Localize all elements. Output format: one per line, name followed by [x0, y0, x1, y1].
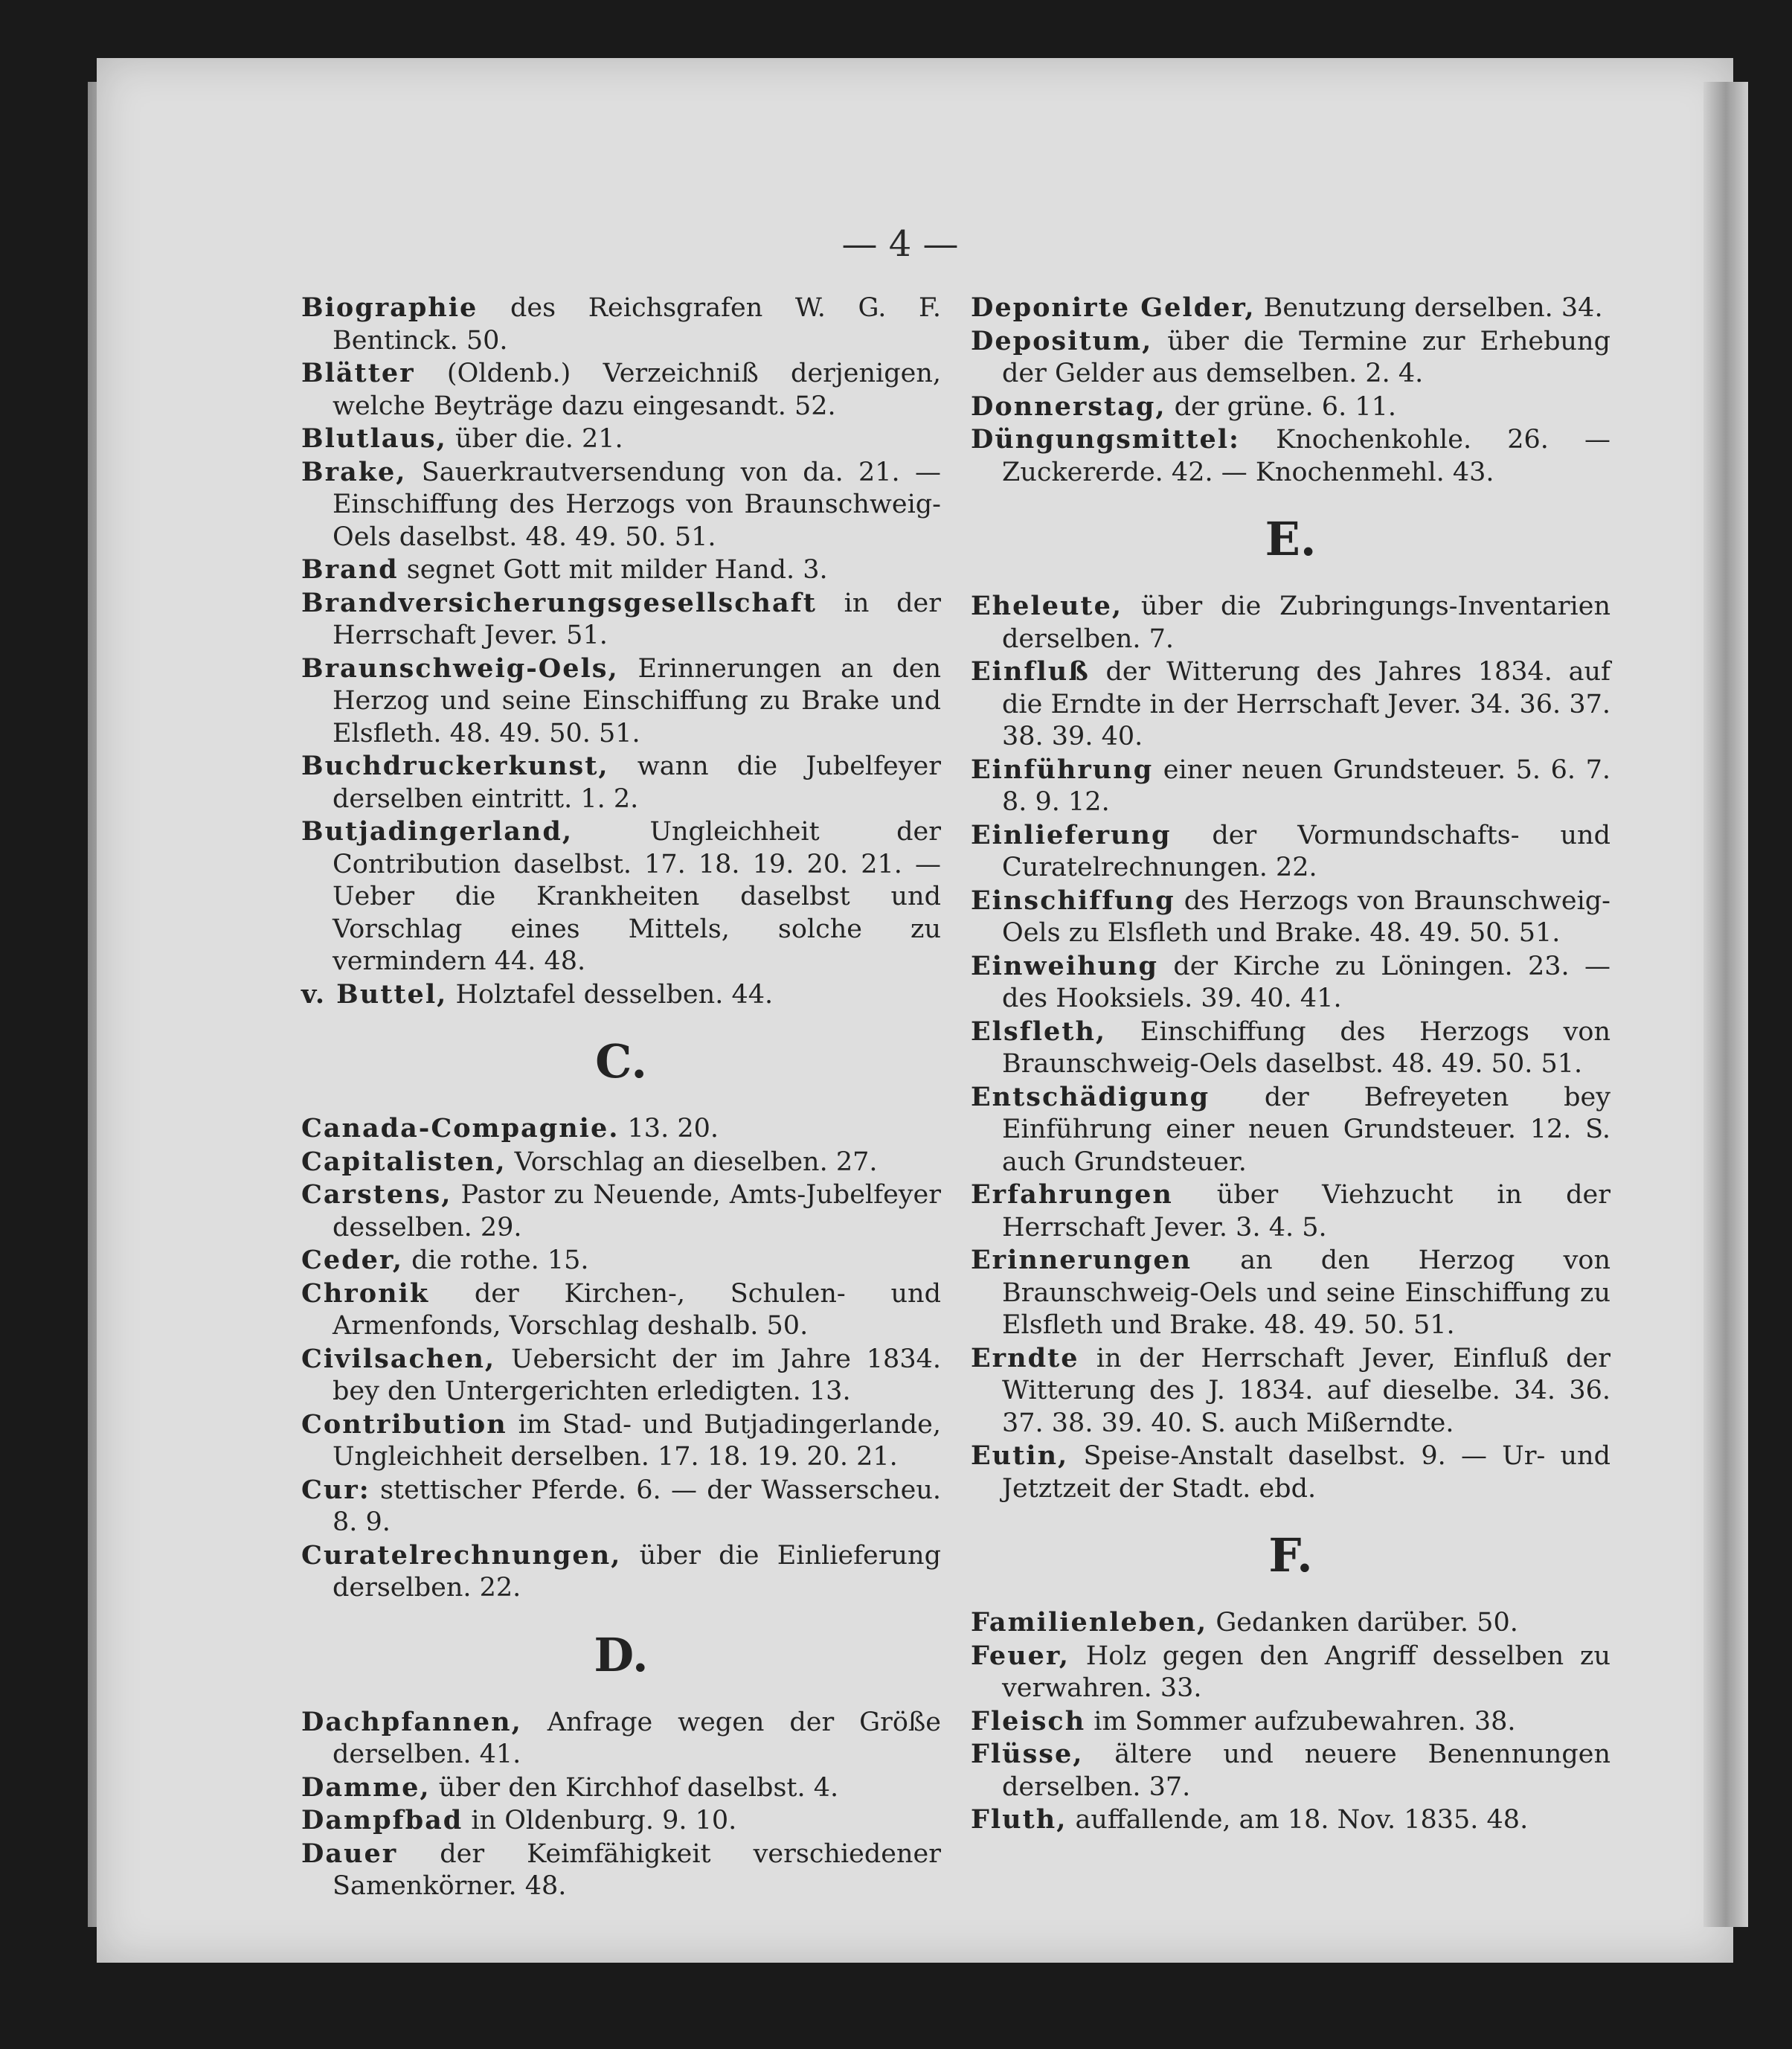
- entry-text: der Befreyeten bey Einführung einer neuen Grundsteuer. 12. S. auch Grundsteuer.: [1002, 1082, 1610, 1177]
- index-entry: [301, 750, 941, 815]
- index-entry: [971, 292, 1610, 325]
- entry-text: Gedanken darüber. 50.: [1207, 1608, 1518, 1638]
- entry-text: Ungleichheit der Contribution daselbst. 17. 18. 19. 20. 21. — Ueber die Krankheiten daselbst und Vorschlag eines Mittels, solche zu vermindern 44. 48.: [333, 817, 941, 976]
- entry-keyword: Einweihung: [971, 950, 1158, 981]
- entry-keyword: Eutin,: [971, 1440, 1069, 1471]
- entry-keyword: Braunschweig-Oels,: [301, 652, 619, 684]
- entry-text: stettischer Pferde. 6. — der Wasserscheu. 8. 9.: [333, 1475, 941, 1537]
- index-entry: [301, 1179, 941, 1244]
- entry-keyword: Contribution: [301, 1408, 507, 1440]
- entry-keyword: Erinnerungen: [971, 1245, 1192, 1275]
- entry-text: ältere und neuere Benennungen derselben. 37.: [1002, 1739, 1610, 1802]
- index-entry: [971, 1803, 1610, 1837]
- entry-text: der grüne. 6. 11.: [1166, 391, 1396, 422]
- entry-text: 13. 20.: [619, 1114, 719, 1144]
- entry-keyword: Dampfbad: [301, 1805, 463, 1835]
- index-entry: [301, 815, 941, 978]
- entry-text: einer neuen Grundsteuer. 5. 6. 7. 8. 9. 12.: [1002, 754, 1610, 817]
- book-binding-right: [1703, 82, 1748, 1927]
- index-entry: [301, 1244, 941, 1277]
- entry-text: der Keimfähigkeit verschiedener Samenkörner. 48.: [333, 1838, 941, 1901]
- entry-text: in der Herrschaft Jever. 51.: [333, 588, 941, 650]
- entry-keyword: Dauer: [301, 1838, 398, 1869]
- section-letter: C.: [595, 1034, 647, 1088]
- index-entry: [971, 590, 1610, 655]
- section-letter: F.: [1268, 1528, 1313, 1583]
- index-column-left: [301, 292, 941, 1903]
- entry-keyword: Einfluß: [971, 656, 1090, 687]
- index-entry: [971, 1640, 1610, 1705]
- index-entry: [301, 1408, 941, 1474]
- entry-text: über den Kirchhof daselbst. 4.: [430, 1772, 839, 1803]
- index-entry: [301, 1539, 941, 1605]
- index-entry: [301, 587, 941, 652]
- index-column-right: [971, 292, 1610, 1837]
- entry-text: über die. 21.: [446, 424, 623, 454]
- entry-keyword: Einführung: [971, 754, 1154, 785]
- entry-keyword: Buchdruckerkunst,: [301, 751, 609, 781]
- index-entry: [971, 1738, 1610, 1803]
- entry-keyword: Eheleute,: [971, 591, 1123, 621]
- entry-keyword: Feuer,: [971, 1640, 1070, 1671]
- index-entry: [301, 1474, 941, 1539]
- index-entry: [971, 391, 1610, 424]
- index-entry: [971, 655, 1610, 754]
- index-entry: [301, 652, 941, 751]
- index-entry: [301, 456, 941, 554]
- index-entry: [971, 1016, 1610, 1081]
- entry-text: die rothe. 15.: [402, 1245, 589, 1275]
- entry-text: der Kirchen-, Schulen- und Armenfonds, Vorschlag deshalb. 50.: [333, 1278, 941, 1341]
- index-entry: [971, 1179, 1610, 1244]
- index-entry: [971, 1081, 1610, 1179]
- section-letter: E.: [1265, 512, 1317, 566]
- entry-text: Knochenkohle. 26. — Zuckererde. 42. — Knochenmehl. 43.: [1002, 425, 1610, 487]
- entry-text: im Stad- und Butjadingerlande, Ungleichheit derselben. 17. 18. 19. 20. 21.: [333, 1409, 941, 1472]
- entry-text: über die Termine zur Erhebung der Gelder aus demselben. 2. 4.: [1002, 326, 1610, 388]
- entry-keyword: Fleisch: [971, 1705, 1086, 1737]
- index-entry: [971, 819, 1610, 885]
- entry-keyword: Cur:: [301, 1474, 370, 1505]
- index-entry: [301, 1838, 941, 1903]
- index-entry: [301, 1343, 941, 1408]
- entry-keyword: Civilsachen,: [301, 1343, 496, 1374]
- entry-keyword: Blutlaus,: [301, 423, 447, 454]
- index-entry: [971, 1705, 1610, 1739]
- entry-text: in Oldenburg. 9. 10.: [463, 1806, 737, 1835]
- entry-keyword: Biographie: [301, 292, 478, 323]
- entry-keyword: Einlieferung: [971, 819, 1172, 850]
- entry-text: der Kirche zu Löningen. 23. — des Hooksiels. 39. 40. 41.: [1002, 951, 1610, 1013]
- entry-keyword: Deponirte Gelder,: [971, 292, 1256, 323]
- index-entry: [971, 1440, 1610, 1505]
- entry-text: wann die Jubelfeyer derselben eintritt. 1. 2.: [333, 751, 941, 814]
- entry-text: Vorschlag an dieselben. 27.: [506, 1147, 878, 1177]
- entry-text: des Herzogs von Braunschweig-Oels zu Elsfleth und Brake. 48. 49. 50. 51.: [1002, 885, 1610, 948]
- index-entry: [301, 1706, 941, 1771]
- entry-keyword: Erfahrungen: [971, 1179, 1173, 1210]
- entry-keyword: Flüsse,: [971, 1739, 1084, 1769]
- entry-text: Erinnerungen an den Herzog und seine Einschiffung zu Brake und Elsfleth. 48. 49. 50. 51.: [333, 653, 941, 748]
- entry-text: Anfrage wegen der Größe derselben. 41.: [333, 1707, 941, 1769]
- entry-keyword: Carstens,: [301, 1179, 452, 1210]
- index-entry: [971, 885, 1610, 950]
- index-entry: [971, 1244, 1610, 1342]
- index-entry: [301, 1277, 941, 1343]
- entry-text: (Oldenb.) Verzeichniß derjenigen, welche Beyträge dazu eingesandt. 52.: [333, 359, 941, 421]
- entry-keyword: Blätter: [301, 358, 415, 388]
- entry-keyword: Fluth,: [971, 1804, 1067, 1835]
- entry-text: Uebersicht der im Jahre 1834. bey den Untergerichten erledigten. 13.: [333, 1344, 941, 1406]
- entry-keyword: Ceder,: [301, 1245, 403, 1275]
- entry-keyword: Erndte: [971, 1342, 1079, 1373]
- index-entry: [301, 292, 941, 357]
- entry-keyword: Brand: [301, 554, 399, 585]
- entry-keyword: v. Buttel,: [301, 978, 448, 1010]
- entry-text: im Sommer aufzubewahren. 38.: [1085, 1706, 1516, 1737]
- index-entry: [301, 1146, 941, 1179]
- entry-text: der Vormundschafts- und Curatelrechnungen. 22.: [1002, 820, 1610, 882]
- index-entry: [971, 1606, 1610, 1640]
- index-entry: [301, 1771, 941, 1805]
- index-entry: [971, 325, 1610, 391]
- index-entry: [971, 1342, 1610, 1440]
- entry-keyword: Düngungsmittel:: [971, 424, 1240, 455]
- entry-keyword: Capitalisten,: [301, 1146, 507, 1177]
- entry-keyword: Brandversicherungsgesellschaft: [301, 587, 817, 618]
- entry-text: der Witterung des Jahres 1834. auf die Erndte in der Herrschaft Jever. 34. 36. 37. 38. 39. 40.: [1002, 657, 1610, 751]
- entry-text: Holz gegen den Angriff desselben zu verwahren. 33.: [1002, 1641, 1610, 1703]
- entry-keyword: Dachpfannen,: [301, 1706, 522, 1737]
- entry-text: in der Herrschaft Jever, Einfluß der Witterung des J. 1834. auf dieselbe. 34. 36. 37. 38. 39. 40. S. auch Mißerndte.: [1002, 1343, 1610, 1438]
- entry-text: über die Zubringungs-Inventarien derselben. 7.: [1002, 591, 1610, 654]
- entry-text: Benutzung derselben. 34.: [1255, 293, 1603, 323]
- entry-keyword: Elsfleth,: [971, 1016, 1107, 1047]
- entry-text: segnet Gott mit milder Hand. 3.: [398, 555, 828, 585]
- index-entry: [301, 357, 941, 423]
- index-entry: [971, 423, 1610, 489]
- entry-keyword: Canada-Compagnie.: [301, 1113, 620, 1144]
- entry-keyword: Butjadingerland,: [301, 816, 574, 847]
- entry-keyword: Damme,: [301, 1771, 431, 1803]
- entry-keyword: Curatelrechnungen,: [301, 1539, 622, 1571]
- index-entry: [301, 1112, 941, 1146]
- entry-keyword: Entschädigung: [971, 1081, 1210, 1112]
- page-number: — 4 —: [841, 223, 959, 265]
- entry-text: über die Einlieferung derselben. 22.: [333, 1540, 941, 1603]
- index-entry: [301, 554, 941, 587]
- entry-text: Holztafel desselben. 44.: [447, 979, 774, 1010]
- entry-text: des Reichsgrafen W. G. F. Bentinck. 50.: [333, 293, 941, 356]
- entry-keyword: Familienleben,: [971, 1607, 1208, 1638]
- index-entry: [971, 754, 1610, 819]
- index-entry: [971, 950, 1610, 1016]
- entry-text: Pastor zu Neuende, Amts-Jubelfeyer desselben. 29.: [333, 1180, 941, 1242]
- entry-keyword: Brake,: [301, 456, 407, 487]
- entry-keyword: Chronik: [301, 1277, 430, 1309]
- index-entry: [301, 978, 941, 1012]
- entry-keyword: Depositum,: [971, 325, 1153, 356]
- entry-text: Sauerkrautversendung von da. 21. — Einschiffung des Herzogs von Braunschweig-Oels daselbst. 48. 49. 50. 51.: [333, 457, 941, 552]
- index-entry: [301, 423, 941, 456]
- entry-text: auffallende, am 18. Nov. 1835. 48.: [1067, 1805, 1529, 1835]
- section-letter: D.: [594, 1627, 649, 1682]
- entry-keyword: Donnerstag,: [971, 391, 1166, 422]
- entry-text: an den Herzog von Braunschweig-Oels und seine Einschiffung zu Elsfleth und Brake. 48. 49. 50. 51.: [1002, 1245, 1610, 1340]
- index-entry: [301, 1804, 941, 1838]
- entry-keyword: Einschiffung: [971, 885, 1175, 916]
- entry-text: über Viehzucht in der Herrschaft Jever. 3. 4. 5.: [1002, 1180, 1610, 1242]
- entry-text: Speise-Anstalt daselbst. 9. — Ur- und Jetztzeit der Stadt. ebd.: [1002, 1441, 1610, 1504]
- entry-text: Einschiffung des Herzogs von Braunschweig-Oels daselbst. 48. 49. 50. 51.: [1002, 1016, 1610, 1079]
